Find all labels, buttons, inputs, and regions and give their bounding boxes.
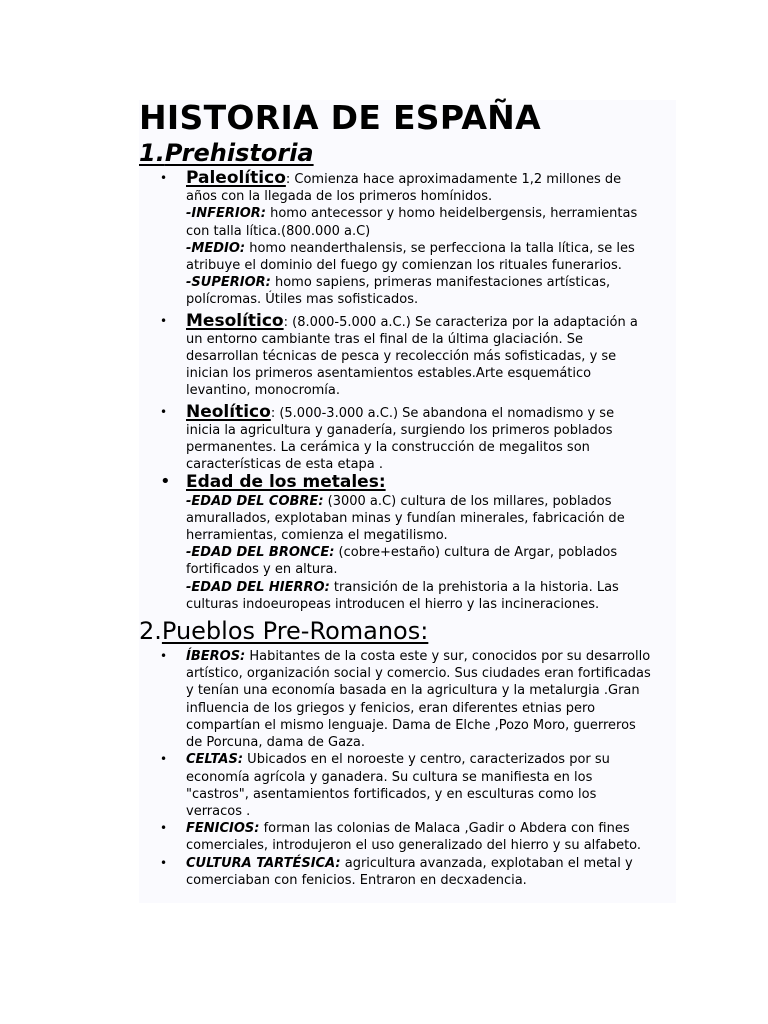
item-label: CULTURA TARTÉSICA: <box>186 855 341 871</box>
bullet-icon: • <box>160 752 168 767</box>
item-label: CELTAS: <box>186 752 244 768</box>
era-title: Neolítico <box>186 401 271 422</box>
section-number: 2. <box>139 617 162 646</box>
sub-item-inferior: -INFERIOR: homo antecessor y homo heidelbergensis, herramientas con talla lítica.(800.000 a.C) <box>186 206 638 239</box>
section-heading-prehistoria <box>139 138 679 168</box>
list-item-iberos: • ÍBEROS: Habitantes de la costa este y sur, conocidos por su desarrollo artístico, organización social y comercio. Sus ciudades eran fortificadas y tenían una economía basada en la agricultura y la metalurgia .Gran influencia de los griegos y fenicios, eran diferentes etnias pero compartían el mismo lenguaje. Dama de Elche ,Pozo Moro, guerreros de Porcuna, dama de Gaza. <box>160 649 651 751</box>
era-title: Edad de los metales: <box>186 472 386 493</box>
era-text: años con la llegada de los primeros homínidos. <box>186 189 493 205</box>
pueblos-list <box>139 648 679 889</box>
bullet-icon: • <box>160 649 168 664</box>
list-item-tartesica: • CULTURA TARTÉSICA: agricultura avanzada, explotaban el metal y comerciaban con fenicios. Entraron en decxadencia. <box>160 855 633 888</box>
item-label: ÍBEROS: <box>186 649 246 665</box>
bullet-icon: • <box>160 855 168 870</box>
bullet-icon: • <box>160 313 168 328</box>
bullet-icon: • <box>160 821 168 836</box>
list-item-fenicios: • FENICIOS: forman las colonias de Malaca ,Gadir o Abdera con fines comerciales, introdujeron el uso generalizado del hierro y su alfabeto. <box>160 821 642 854</box>
era-title: Paleolítico <box>186 168 286 188</box>
bullet-icon: • <box>160 471 171 493</box>
item-label: FENICIOS: <box>186 821 260 837</box>
list-item-paleolitico <box>139 170 679 309</box>
era-title: Mesolítico <box>186 310 284 331</box>
list-item-mesolitico: • Mesolítico: (8.000-5.000 a.C.) Se caracteriza por la adaptación a un entorno cambiante tras el final de la última glaciación. Se desarrollan técnicas de pesca y recolección más sofisticadas, y se inician los primeros asentamientos estables.Arte esquemático levantino, monocromía. <box>160 310 638 399</box>
list-item-neolitico: • Neolítico: (5.000-3.000 a.C.) Se abandona el nomadismo y se inicia la agricultura y ganadería, surgiendo los primeros poblados permanentes. La cerámica y la construcción de megalitos son características de esta etapa . <box>160 401 615 473</box>
prehistoria-list <box>139 170 679 613</box>
sub-label: -EDAD DEL BRONCE: <box>186 545 335 561</box>
section-heading-pueblos <box>139 616 679 646</box>
document-title: HISTORIA DE ESPAÑA <box>139 98 541 137</box>
sub-item-medio: -MEDIO: homo neanderthalensis, se perfecciona la talla lítica, se les atribuye el dominio del fuego gy comienzan los rituales funerarios. <box>186 240 635 274</box>
section-title: Prehistoria <box>164 139 314 167</box>
sub-item-superior: -SUPERIOR: homo sapiens, primeras manifestaciones artísticas, polícromas. Útiles mas sofisticados. <box>186 275 611 308</box>
section-number: 1. <box>139 139 165 167</box>
era-text: : Comienza hace aproximadamente 1,2 millones de <box>285 172 622 187</box>
sub-label: -SUPERIOR: <box>186 275 271 291</box>
list-item-edad-metales <box>139 471 679 613</box>
sub-item-bronce: -EDAD DEL BRONCE: (cobre+estaño) cultura de Argar, poblados fortificados y en altura. <box>186 545 618 578</box>
section-title: Pueblos Pre-Romanos: <box>161 617 429 646</box>
sub-label: -EDAD DEL COBRE: <box>186 493 324 509</box>
sub-label: -MEDIO: <box>186 240 246 256</box>
bullet-icon: • <box>160 404 168 419</box>
list-item-celtas: • CELTAS: Ubicados en el noroeste y centro, caracterizados por su economía agrícola y ganadera. Su cultura se manifiesta en los "castros", asentamientos fortificados, y en esculturas como los verracos . <box>160 752 610 819</box>
sub-item-hierro: -EDAD DEL HIERRO: transición de la prehistoria a la historia. Las culturas indoeuropeas introducen el hierro y las incineraciones. <box>186 579 619 612</box>
sub-label: -EDAD DEL HIERRO: <box>186 579 330 595</box>
document-body <box>139 96 679 889</box>
sub-item-cobre: -EDAD DEL COBRE: (3000 a.C) cultura de los millares, poblados amurallados, explotaban minas y fundían minerales, fabricación de herramientas, comienza el megatilismo. <box>186 493 625 544</box>
bullet-icon: • <box>160 171 168 185</box>
sub-label: -INFERIOR: <box>186 206 266 222</box>
